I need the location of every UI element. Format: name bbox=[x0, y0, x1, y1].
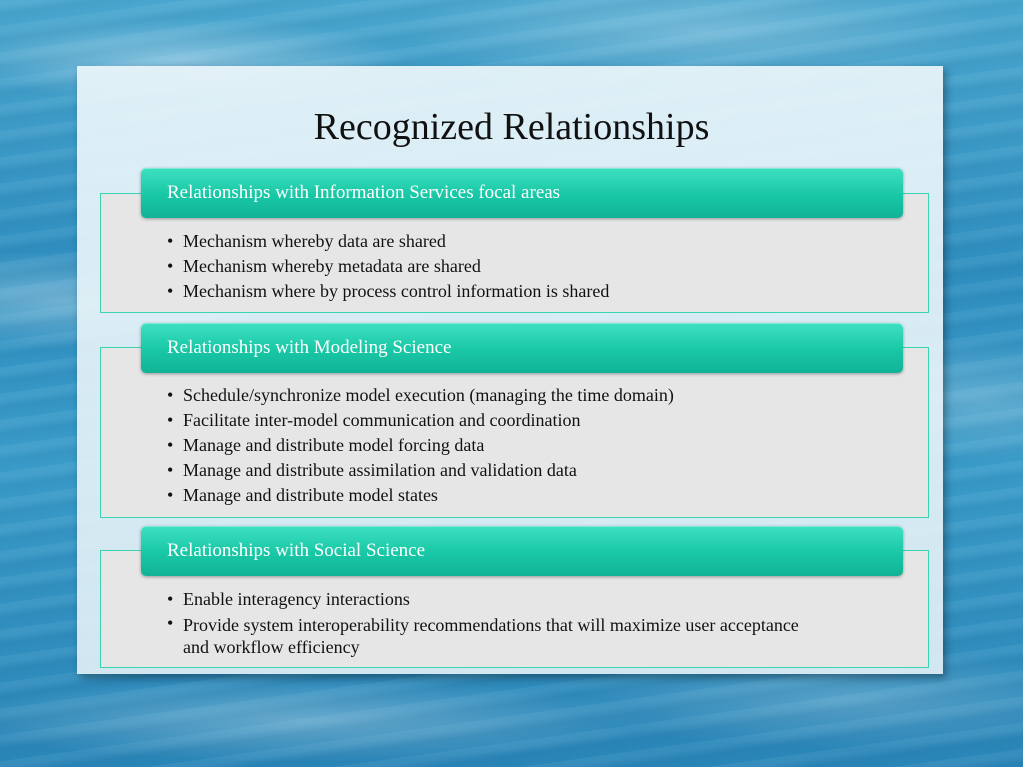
list-item: • Provide system interoperability recommendations that will maximize user acceptance and workflow efficiency bbox=[167, 612, 807, 658]
bullet-list-social-science bbox=[167, 587, 807, 658]
bullet-list-information-services bbox=[167, 229, 807, 304]
list-item: • Mechanism whereby metadata are shared bbox=[167, 254, 807, 279]
section-header-social-science: Relationships with Social Science bbox=[141, 526, 903, 576]
list-item: • Mechanism where by process control information is shared bbox=[167, 279, 807, 304]
list-item: • Manage and distribute model forcing data bbox=[167, 433, 807, 458]
list-item: • Mechanism whereby data are shared bbox=[167, 229, 807, 254]
bullet-list-modeling-science bbox=[167, 383, 807, 508]
section-header-modeling-science: Relationships with Modeling Science bbox=[141, 323, 903, 373]
list-item: • Facilitate inter-model communication and coordination bbox=[167, 408, 807, 433]
section-header-information-services: Relationships with Information Services focal areas bbox=[141, 168, 903, 218]
list-item: • Manage and distribute assimilation and validation data bbox=[167, 458, 807, 483]
list-item: • Schedule/synchronize model execution (managing the time domain) bbox=[167, 383, 807, 408]
list-item: • Manage and distribute model states bbox=[167, 483, 807, 508]
slide-title: Recognized Relationships bbox=[313, 106, 710, 148]
list-item: • Enable interagency interactions bbox=[167, 587, 807, 612]
